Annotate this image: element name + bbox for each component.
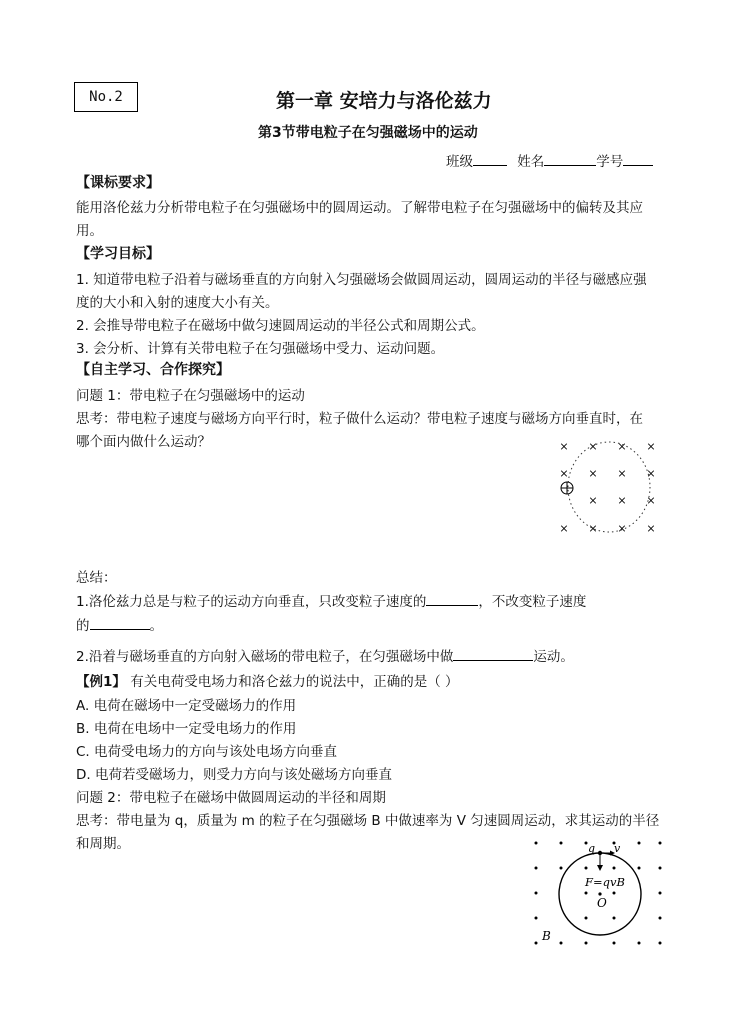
goal-2: 2. 会推导带电粒子在磁场中做匀速圆周运动的半径公式和周期公式。 [76,318,485,334]
field-cross-mark: × [559,440,569,453]
question-1-title: 问题 1：带电粒子在匀强磁场中的运动 [76,388,305,404]
field-dot-mark [659,842,662,845]
field-dot-mark [638,842,641,845]
field-dot-mark [585,942,588,945]
goal-1-line-1: 1. 知道带电粒子沿着与磁场垂直的方向射入匀强磁场会做圆周运动，圆周运动的半径与磁感应强 [76,272,647,288]
field-dot-mark [659,867,662,870]
example-1-question [76,670,459,690]
field-dot-mark [535,867,538,870]
summary-1-line-2 [76,614,163,634]
circular-path-dotted [568,442,650,532]
example-1-option-d: D. 电荷若受磁场力，则受力方向与该处磁场方向垂直 [76,767,392,783]
goal-1-line-2: 度的大小和入射的速度大小有关。 [76,295,279,311]
question-1-think-line-2: 哪个面内做什么运动？ [76,434,211,450]
goals-heading: 【学习目标】 [76,246,160,262]
label-q: q [588,842,596,855]
summary-2-line [76,645,574,665]
curriculum-heading: 【课标要求】 [76,175,160,191]
chapter-title: 第一章 安培力与洛伦兹力 [276,90,492,112]
question-2-title: 问题 2：带电粒子在磁场中做圆周运动的半径和周期 [76,790,386,806]
field-dot-mark [560,867,563,870]
explore-heading: 【自主学习、合作探究】 [76,362,230,378]
field-dot-mark [560,942,563,945]
class-label: 班级 [446,154,473,170]
question-2-think-line-1: 思考：带电量为 q，质量为 m 的粒子在匀强磁场 B 中做速率为 V 匀速圆周运动，求其运动的半径 [76,813,660,829]
field-dot-mark [585,867,588,870]
field-cross-mark: × [559,522,569,535]
number-label: No.2 [89,89,123,105]
field-cross-mark: × [646,467,656,480]
field-cross-mark: × [617,440,627,453]
field-cross-mark: × [617,467,627,480]
summary-1-line-1 [76,590,586,610]
field-dot-mark [659,917,662,920]
example-1-option-a: A. 电荷在磁场中一定受磁场力的作用 [76,698,297,714]
field-cross-mark: × [588,522,598,535]
field-cross-mark: × [617,522,627,535]
label-o: O [597,896,607,910]
example-1-label: 【例1】 [76,674,126,690]
summary-1-text-d: 。 [149,618,163,634]
question-1-think-line-1: 思考：带电粒子速度与磁场方向平行时，粒子做什么运动？带电粒子速度与磁场方向垂直时，在 [76,411,643,427]
field-cross-mark: × [588,440,598,453]
field-cross-mark: × [588,494,598,507]
field-dot-marks [535,842,662,945]
magnetic-field-figure-1 [550,432,668,544]
number-box [74,82,138,112]
field-dot-mark [613,867,616,870]
field-dot-mark [560,842,563,845]
summary-label: 总结： [76,570,117,586]
field-cross-mark: × [559,467,569,480]
field-dot-mark [613,942,616,945]
label-force: F=qvB [585,875,625,889]
summary-2-blank[interactable] [453,646,533,661]
field-cross-mark: × [646,522,656,535]
curriculum-line-1: 能用洛伦兹力分析带电粒子在匀强磁场中的圆周运动。了解带电粒子在匀强磁场中的偏转及其应 [76,200,643,216]
field-dot-mark [585,917,588,920]
field-cross-marks [559,440,655,535]
field-dot-mark [535,892,538,895]
class-blank[interactable] [473,151,507,166]
summary-1-blank-1[interactable] [426,591,478,606]
summary-2-text-b: 运动。 [533,649,574,665]
example-1-option-c: C. 电荷受电场力的方向与该处电场方向垂直 [76,744,338,760]
curriculum-line-2: 用。 [76,223,103,239]
section-title: 第3节带电粒子在匀强磁场中的运动 [258,125,478,141]
label-v: v [614,842,621,855]
field-dot-mark [535,917,538,920]
field-dot-mark [659,892,662,895]
field-dot-mark [535,842,538,845]
field-cross-mark: × [588,467,598,480]
summary-1-text-c: 的 [76,618,90,634]
summary-1-blank-2[interactable] [90,615,150,630]
field-dot-mark [638,867,641,870]
field-cross-mark: × [617,494,627,507]
field-dot-mark [613,892,616,895]
example-1-question-text: 有关电荷受电场力和洛仑兹力的说法中，正确的是（ ） [125,674,459,690]
name-blank[interactable] [544,151,596,166]
id-label: 学号 [596,154,624,170]
field-dot-mark [535,942,538,945]
magnetic-field-figure-2 [528,838,668,950]
summary-1-text-a: 1.洛伦兹力总是与粒子的运动方向垂直，只改变粒子速度的 [76,594,427,610]
field-dot-mark [638,942,641,945]
field-dot-mark [659,942,662,945]
label-b: B [542,929,551,943]
summary-2-text-a: 2.沿着与磁场垂直的方向射入磁场的带电粒子，在匀强磁场中做 [76,649,454,665]
student-info-line [446,150,653,170]
field-dot-mark [613,917,616,920]
question-2-think-line-2: 和周期。 [76,836,130,852]
id-blank[interactable] [623,151,653,166]
field-cross-mark: × [646,440,656,453]
field-cross-mark: × [646,494,656,507]
field-dot-mark [585,892,588,895]
example-1-option-b: B. 电荷在电场中一定受电场力的作用 [76,721,297,737]
goal-3: 3. 会分析、计算有关带电粒子在匀强磁场中受力、运动问题。 [76,341,445,357]
name-label: 姓名 [517,154,545,170]
summary-1-text-b: ，不改变粒子速度 [478,594,587,610]
